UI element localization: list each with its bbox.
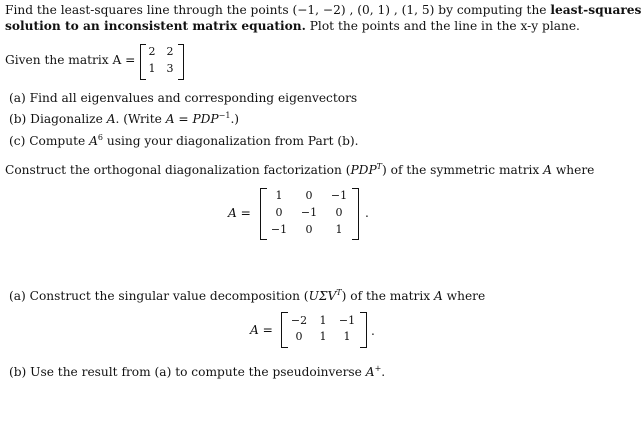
problem3-period: . (365, 206, 369, 220)
problem1-bold: least-squares (550, 3, 641, 17)
problem3-var: A (543, 163, 552, 177)
problem4-part-a (9, 288, 485, 303)
problem3-matrix-label: A = (228, 206, 251, 220)
problem2-part-a: (a) Find all eigenvalues and corresponding eigenvectors (9, 91, 358, 105)
problem4-var: A (434, 289, 443, 303)
matrix-cell: 0 (335, 206, 343, 219)
matrix-cell: 0 (295, 330, 303, 343)
part-b-text: .) (230, 112, 240, 126)
problem4-text-part: . (381, 365, 386, 379)
problem1-text: Find the least-squares line through the points (−1, −2) , (0, 1) , (1, 5) by computing the (5, 3, 547, 17)
problem3-text (5, 162, 594, 177)
part-b-exponent: −1 (218, 111, 231, 120)
part-b-equation: A = PDP (165, 112, 219, 126)
matrix-cell: 1 (343, 330, 351, 343)
problem3-var: PDP (350, 163, 377, 177)
problem4-var: A (365, 365, 375, 379)
matrix-cell: 3 (166, 62, 174, 75)
problem2-given: Given the matrix A = (5, 53, 136, 67)
part-c-exponent: 6 (97, 133, 103, 142)
right-bracket (352, 188, 359, 240)
matrix-cell: 1 (335, 223, 343, 236)
matrix-cell: −2 (290, 314, 308, 327)
problem4-text-part: ) of the matrix (341, 289, 434, 303)
matrix-cell: 0 (305, 223, 313, 236)
problem4-matrix-label: A = (250, 323, 273, 337)
problem3-text-part: where (551, 163, 595, 177)
matrix-cell: 0 (305, 189, 313, 202)
problem1-text2: Plot the points and the line in the x-y plane. (309, 19, 580, 33)
part-b-text: (b) Diagonalize (9, 112, 107, 126)
part-b-text: . (Write (115, 112, 166, 126)
problem3-transpose: T (376, 162, 382, 171)
problem4-transpose: T (336, 288, 342, 297)
matrix-cell: 1 (275, 189, 283, 202)
matrix-cell: 2 (166, 45, 174, 58)
left-bracket (260, 188, 267, 240)
problem4-text-part: where (442, 289, 486, 303)
right-bracket (178, 44, 184, 80)
problem4-var: UΣV (308, 289, 337, 303)
part-c-text: using your diagonalization from Part (b). (102, 134, 359, 148)
matrix-cell: 1 (319, 330, 327, 343)
matrix-cell: 0 (275, 206, 283, 219)
problem3-text-part: Construct the orthogonal diagonalization factorization ( (5, 163, 351, 177)
problem2-part-c (9, 133, 359, 148)
part-b-var: A (106, 112, 116, 126)
matrix-cell: −1 (330, 189, 348, 202)
matrix-cell: 1 (319, 314, 327, 327)
matrix-cell: 2 (148, 45, 156, 58)
matrix-cell: −1 (338, 314, 356, 327)
matrix-cell: 1 (148, 62, 156, 75)
problem3-text-part: ) of the symmetric matrix (382, 163, 544, 177)
problem4-text-part: (b) Use the result from (a) to compute the pseudoinverse (9, 365, 366, 379)
problem4-plus: + (374, 364, 382, 373)
problem1-line1 (5, 3, 641, 17)
problem4-period: . (371, 324, 375, 338)
right-bracket (360, 312, 367, 348)
matrix-cell: −1 (270, 223, 288, 236)
problem2-part-b (9, 111, 239, 126)
problem1-line2 (5, 19, 580, 33)
matrix-cell: −1 (300, 206, 318, 219)
problem1-bold2: solution to an inconsistent matrix equation. (5, 19, 306, 33)
left-bracket (281, 312, 288, 348)
part-c-var: A (89, 134, 98, 148)
part-c-text: (c) Compute (9, 134, 90, 148)
problem4-text-part: (a) Construct the singular value decomposition ( (9, 289, 309, 303)
problem4-part-b (9, 364, 385, 379)
